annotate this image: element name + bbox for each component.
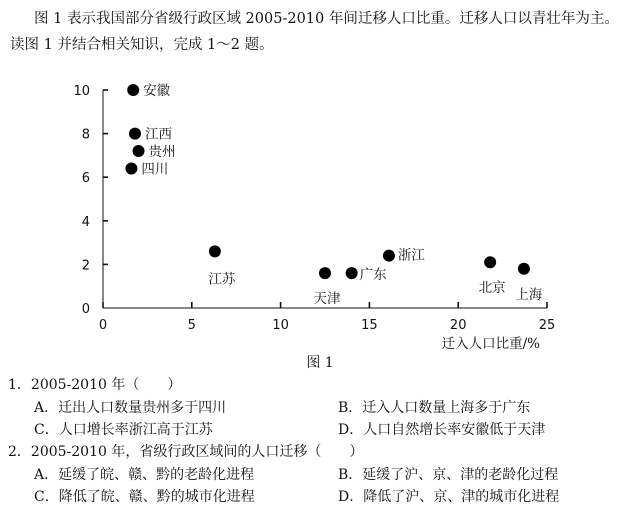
data-label: 江苏	[208, 271, 236, 288]
y-tick-label: 4	[81, 214, 90, 230]
question-2-option-d[interactable]: D．降低了沪、京、津的城市化进程	[338, 489, 560, 505]
y-tick-label: 10	[73, 84, 90, 99]
question-1-options-row-1	[8, 397, 634, 419]
data-point	[346, 267, 358, 279]
question-1-stem: 1．2005-2010 年（ ）	[8, 377, 182, 393]
x-tick-label: 5	[187, 318, 196, 333]
data-point	[383, 250, 395, 262]
x-tick-label: 15	[361, 318, 378, 333]
y-tick-label: 0	[81, 302, 90, 317]
data-point	[209, 245, 221, 257]
question-1-options-row-2	[8, 419, 634, 441]
y-tick-label: 8	[81, 127, 90, 143]
question-2-options-row-1	[8, 464, 634, 486]
data-label: 天津	[313, 291, 341, 308]
question-1-option-b[interactable]: B．迁入人口数量上海多于广东	[338, 400, 531, 416]
data-point	[518, 263, 530, 275]
scatter-chart	[0, 70, 640, 352]
data-label: 北京	[478, 280, 506, 297]
data-point	[127, 84, 139, 96]
question-2-options-row-2	[8, 486, 634, 508]
question-1-option-a[interactable]: A．迁出人口数量贵州多于四川	[34, 400, 227, 416]
intro-line-2: 读图 1 并结合相关知识，完成 1～2 题。	[10, 37, 274, 53]
x-tick-label: 0	[98, 318, 108, 333]
x-axis-label: 迁入人口比重/%	[441, 336, 540, 352]
data-label: 贵州	[148, 144, 176, 161]
question-2-option-c[interactable]: C．降低了皖、赣、黔的城市化进程	[34, 489, 255, 505]
data-point	[125, 162, 137, 174]
intro-line-1: 图 1 表示我国部分省级行政区域 2005-2010 年间迁移人口比重。迁移人口以青壮年为主。	[34, 11, 619, 27]
y-tick-label: 2	[81, 258, 90, 274]
figure-caption: 图 1	[306, 355, 334, 371]
data-point	[133, 145, 145, 157]
x-tick-label: 10	[272, 318, 289, 333]
data-point	[484, 256, 496, 268]
data-label: 浙江	[397, 247, 425, 264]
question-2-option-b[interactable]: B．延缓了沪、京、津的老龄化过程	[338, 467, 559, 483]
question-1-option-c[interactable]: C．人口增长率浙江高于江苏	[34, 422, 213, 438]
question-list	[8, 374, 634, 508]
intro-text	[10, 6, 634, 58]
data-label: 广东	[359, 267, 387, 284]
data-label: 四川	[141, 161, 169, 178]
data-label: 安徽	[143, 83, 171, 99]
question-2-option-a[interactable]: A．延缓了皖、赣、黔的老龄化进程	[34, 467, 255, 483]
data-point	[319, 267, 331, 279]
question-2-stem: 2．2005-2010 年，省级行政区域间的人口迁移（ ）	[8, 444, 364, 460]
y-tick-label: 6	[81, 171, 90, 187]
question-1-option-d[interactable]: D．人口自然增长率安徽低于天津	[338, 422, 546, 438]
x-tick-label: 25	[538, 318, 556, 333]
data-label: 上海	[515, 286, 543, 303]
data-label: 江西	[144, 126, 172, 143]
data-point	[129, 128, 141, 140]
x-tick-label: 20	[449, 318, 467, 333]
